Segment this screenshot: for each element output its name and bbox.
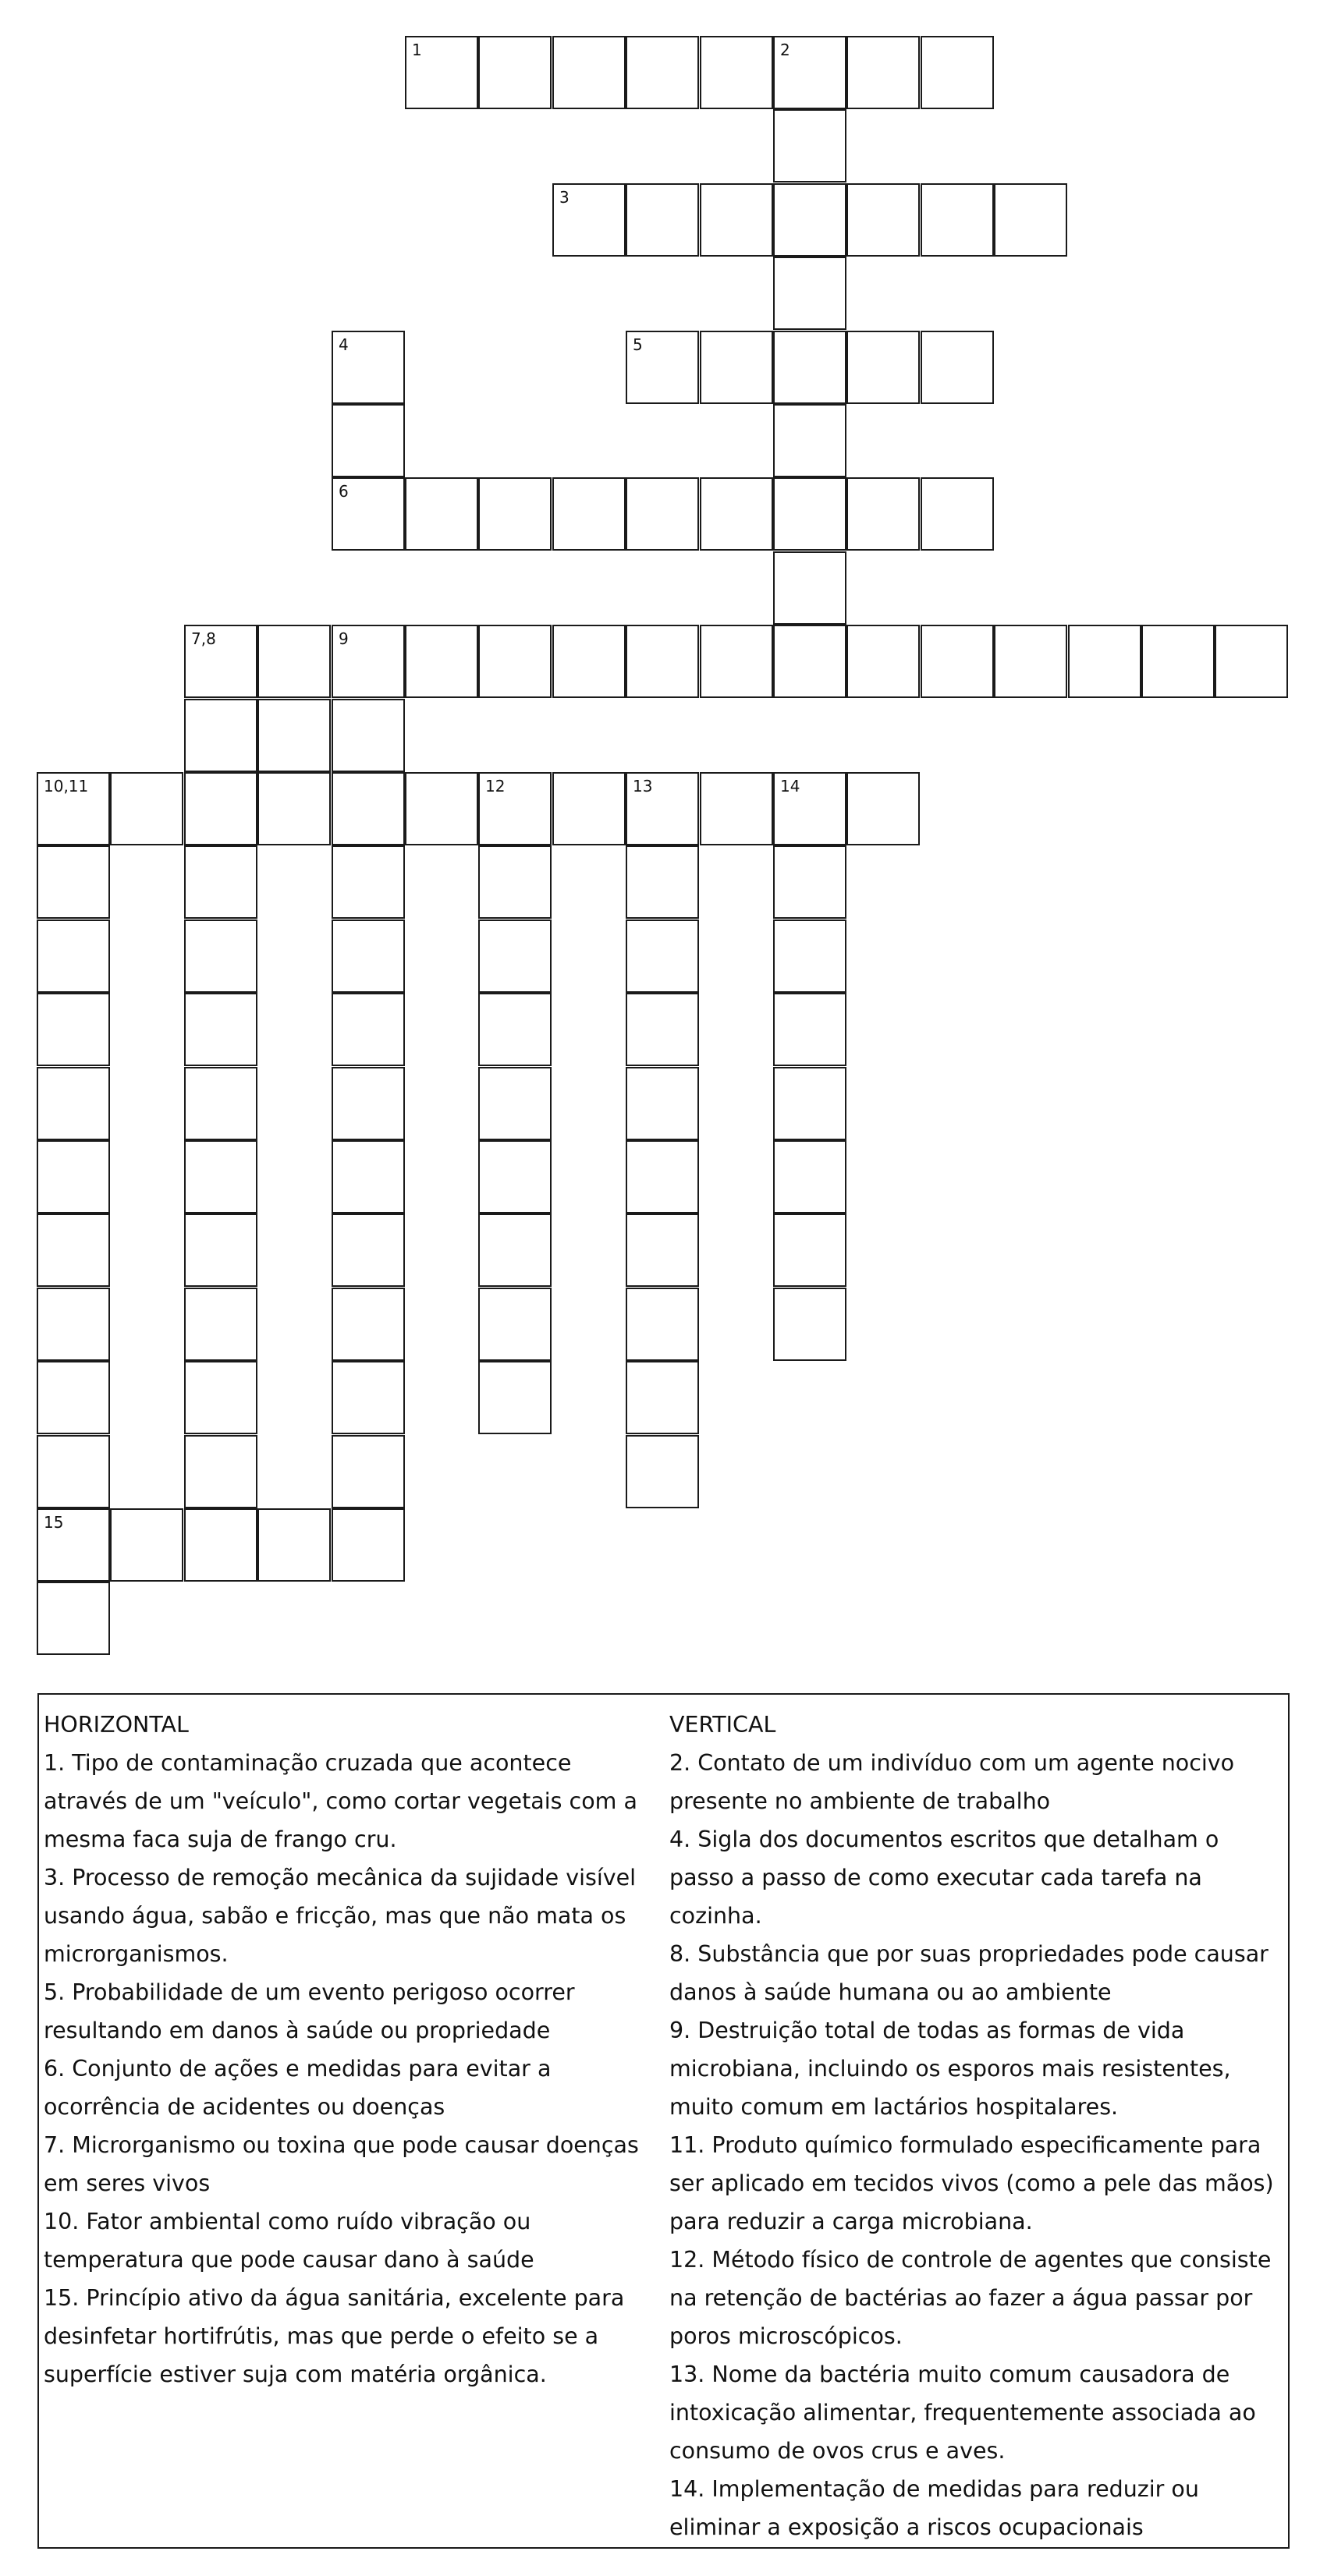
crossword-cell[interactable] [478,1214,552,1287]
crossword-cell[interactable] [626,1288,699,1361]
crossword-cell[interactable] [626,183,699,257]
crossword-cell[interactable] [37,1067,110,1140]
crossword-cell[interactable] [405,772,478,845]
crossword-cell[interactable] [332,1435,405,1508]
crossword-cell[interactable] [626,331,699,404]
crossword-cell[interactable] [846,772,920,845]
crossword-cell[interactable] [405,625,478,698]
clue-v-8: 8. Substância que por suas propriedades pode causar danos à saúde humana ou ao ambiente [669,1941,1269,2005]
crossword-cell[interactable] [478,845,552,919]
clue-v-13: 13. Nome da bactéria muito comum causadora de intoxicação alimentar, frequentemente associada ao consumo de ovos crus e aves. [669,2362,1256,2464]
crossword-cell[interactable] [184,699,257,772]
horizontal-clues [44,1706,660,2394]
crossword-cell[interactable] [626,919,699,993]
clue-h-15: 15. Princípio ativo da água sanitária, excelente para desinfetar hortifrútis, mas que perde o efeito se a superfície estiver suja com matéria orgânica. [44,2285,625,2387]
crossword-cell[interactable] [478,1288,552,1361]
crossword-cell[interactable] [184,1288,257,1361]
clue-number: 15 [44,1513,64,1532]
crossword-cell[interactable] [332,1140,405,1214]
crossword-cell[interactable] [332,331,405,404]
crossword-cell[interactable] [110,772,183,845]
crossword-cell[interactable] [773,257,846,330]
vertical-clues [669,1706,1286,2546]
crossword-cell[interactable] [184,1067,257,1140]
crossword-cell[interactable] [773,772,846,845]
crossword-cell[interactable] [1068,625,1141,698]
crossword-cell[interactable] [921,36,994,109]
crossword-cell[interactable] [478,772,552,845]
crossword-cell[interactable] [773,1288,846,1361]
crossword-cell[interactable] [184,1214,257,1287]
clue-v-4: 4. Sigla dos documentos escritos que detalham o passo a passo de como executar cada tarefa na cozinha. [669,1827,1219,1929]
crossword-cell[interactable] [332,477,405,551]
crossword-cell[interactable] [37,1140,110,1214]
crossword-cell[interactable] [37,1582,110,1655]
crossword-cell[interactable] [846,477,920,551]
crossword-cell[interactable] [332,1214,405,1287]
clue-number: 10,11 [44,777,89,795]
crossword-cell[interactable] [552,183,626,257]
crossword-cell[interactable] [921,625,994,698]
crossword-cell[interactable] [37,845,110,919]
clue-v-9: 9. Destruição total de todas as formas de vida microbiana, incluindo os esporos mais resistentes, muito comum em lactários hospitalares. [669,2018,1231,2120]
clue-number: 1 [412,41,422,59]
clue-number: 9 [339,629,349,648]
crossword-cell[interactable] [257,772,331,845]
crossword-cell[interactable] [846,625,920,698]
crossword-cell[interactable] [773,477,846,551]
clue-number: 6 [339,482,349,501]
crossword-cell[interactable] [37,1361,110,1434]
crossword-cell[interactable] [552,477,626,551]
crossword-cell[interactable] [37,772,110,845]
crossword-cell[interactable] [626,993,699,1066]
clue-number: 13 [633,777,653,795]
crossword-cell[interactable] [773,919,846,993]
crossword-cell[interactable] [184,772,257,845]
crossword-cell[interactable] [332,772,405,845]
clue-v-2: 2. Contato de um indivíduo com um agente nocivo presente no ambiente de trabalho [669,1750,1235,1814]
crossword-cell[interactable] [478,1140,552,1214]
clue-h-10: 10. Fator ambiental como ruído vibração ou temperatura que pode causar dano à saúde [44,2209,534,2273]
vertical-title: VERTICAL [669,1712,776,1738]
crossword-cell[interactable] [257,1508,331,1582]
crossword-cell[interactable] [626,477,699,551]
crossword-cell[interactable] [921,183,994,257]
clue-number: 14 [780,777,800,795]
crossword-cell[interactable] [773,551,846,625]
crossword-cell[interactable] [37,1435,110,1508]
horizontal-title: HORIZONTAL [44,1712,189,1738]
crossword-cell[interactable] [332,1067,405,1140]
crossword-cell[interactable] [478,1361,552,1434]
crossword-cell[interactable] [478,625,552,698]
clue-v-14: 14. Implementação de medidas para reduzir ou eliminar a exposição a riscos ocupacionais [669,2476,1199,2540]
crossword-cell[interactable] [700,183,773,257]
crossword-cell[interactable] [846,36,920,109]
crossword-cell[interactable] [184,1508,257,1582]
clue-number: 12 [485,777,506,795]
crossword-cell[interactable] [405,477,478,551]
crossword-cell[interactable] [626,36,699,109]
crossword-cell[interactable] [478,919,552,993]
crossword-cell[interactable] [405,36,478,109]
crossword-cell[interactable] [626,1361,699,1434]
crossword-cell[interactable] [773,1214,846,1287]
crossword-cell[interactable] [846,331,920,404]
crossword-cell[interactable] [478,36,552,109]
crossword-cell[interactable] [478,1067,552,1140]
crossword-cell[interactable] [773,183,846,257]
crossword-cell[interactable] [257,699,331,772]
crossword-cell[interactable] [626,1067,699,1140]
crossword-cell[interactable] [552,625,626,698]
crossword-cell[interactable] [626,1140,699,1214]
clue-h-6: 6. Conjunto de ações e medidas para evitar a ocorrência de acidentes ou doenças [44,2056,552,2120]
crossword-cell[interactable] [332,993,405,1066]
crossword-cell[interactable] [332,404,405,477]
crossword-cell[interactable] [184,625,257,698]
crossword-cell[interactable] [332,1508,405,1582]
crossword-cell[interactable] [773,331,846,404]
crossword-cell[interactable] [1215,625,1288,698]
crossword-cell[interactable] [257,625,331,698]
crossword-cell[interactable] [37,919,110,993]
crossword-cell[interactable] [184,1435,257,1508]
clue-v-12: 12. Método físico de controle de agentes que consiste na retenção de bactérias ao fazer a água passar por poros microscópicos. [669,2247,1272,2349]
crossword-cell[interactable] [626,1214,699,1287]
crossword-cell[interactable] [37,993,110,1066]
crossword-cell[interactable] [626,845,699,919]
crossword-cell[interactable] [846,183,920,257]
crossword-cell[interactable] [332,919,405,993]
crossword-cell[interactable] [773,109,846,182]
crossword-cell[interactable] [773,1140,846,1214]
crossword-cell[interactable] [110,1508,183,1582]
crossword-cell[interactable] [700,331,773,404]
clue-h-1: 1. Tipo de contaminação cruzada que acontece através de um "veículo", como cortar vegetais com a mesma faca suja de frango cru. [44,1750,637,1852]
clues-box [37,1693,1290,2549]
crossword-cell[interactable] [700,477,773,551]
crossword-cell[interactable] [773,845,846,919]
crossword-cell[interactable] [184,1140,257,1214]
crossword-cell[interactable] [184,993,257,1066]
crossword-cell[interactable] [552,772,626,845]
crossword-cell[interactable] [478,477,552,551]
crossword-cell[interactable] [478,993,552,1066]
crossword-cell[interactable] [773,36,846,109]
clue-number: 5 [633,335,643,354]
crossword-cell[interactable] [552,36,626,109]
crossword-cell[interactable] [700,625,773,698]
crossword-cell[interactable] [626,625,699,698]
crossword-cell[interactable] [921,331,994,404]
crossword-cell[interactable] [773,625,846,698]
crossword-cell[interactable] [773,993,846,1066]
crossword-cell[interactable] [626,1435,699,1508]
crossword-cell[interactable] [773,404,846,477]
crossword-cell[interactable] [332,699,405,772]
clue-v-11: 11. Produto químico formulado especificamente para ser aplicado em tecidos vivos (como a pele das mãos) para reduzir a carga microbiana. [669,2132,1274,2234]
crossword-cell[interactable] [184,1361,257,1434]
clue-number: 4 [339,335,349,354]
crossword-cell[interactable] [994,625,1067,698]
crossword-cell[interactable] [700,36,773,109]
crossword-cell[interactable] [700,772,773,845]
clue-h-3: 3. Processo de remoção mecânica da sujidade visível usando água, sabão e fricção, mas que não mata os microrganismos. [44,1865,637,1967]
crossword-cell[interactable] [37,1288,110,1361]
crossword-cell[interactable] [994,183,1067,257]
clue-number: 2 [780,41,790,59]
crossword-cell[interactable] [332,625,405,698]
clue-h-5: 5. Probabilidade de um evento perigoso ocorrer resultando em danos à saúde ou propriedade [44,1979,575,2043]
crossword-cell[interactable] [1141,625,1215,698]
crossword-cell[interactable] [37,1508,110,1582]
clue-number: 3 [559,188,570,207]
crossword-cell[interactable] [626,772,699,845]
crossword-cell[interactable] [332,1288,405,1361]
crossword-cell[interactable] [332,1361,405,1434]
crossword-cell[interactable] [184,919,257,993]
crossword-cell[interactable] [37,1214,110,1287]
clue-h-7: 7. Microrganismo ou toxina que pode causar doenças em seres vivos [44,2132,639,2196]
crossword-cell[interactable] [184,845,257,919]
crossword-cell[interactable] [332,845,405,919]
crossword-cell[interactable] [773,1067,846,1140]
clue-number: 7,8 [191,629,216,648]
crossword-cell[interactable] [921,477,994,551]
